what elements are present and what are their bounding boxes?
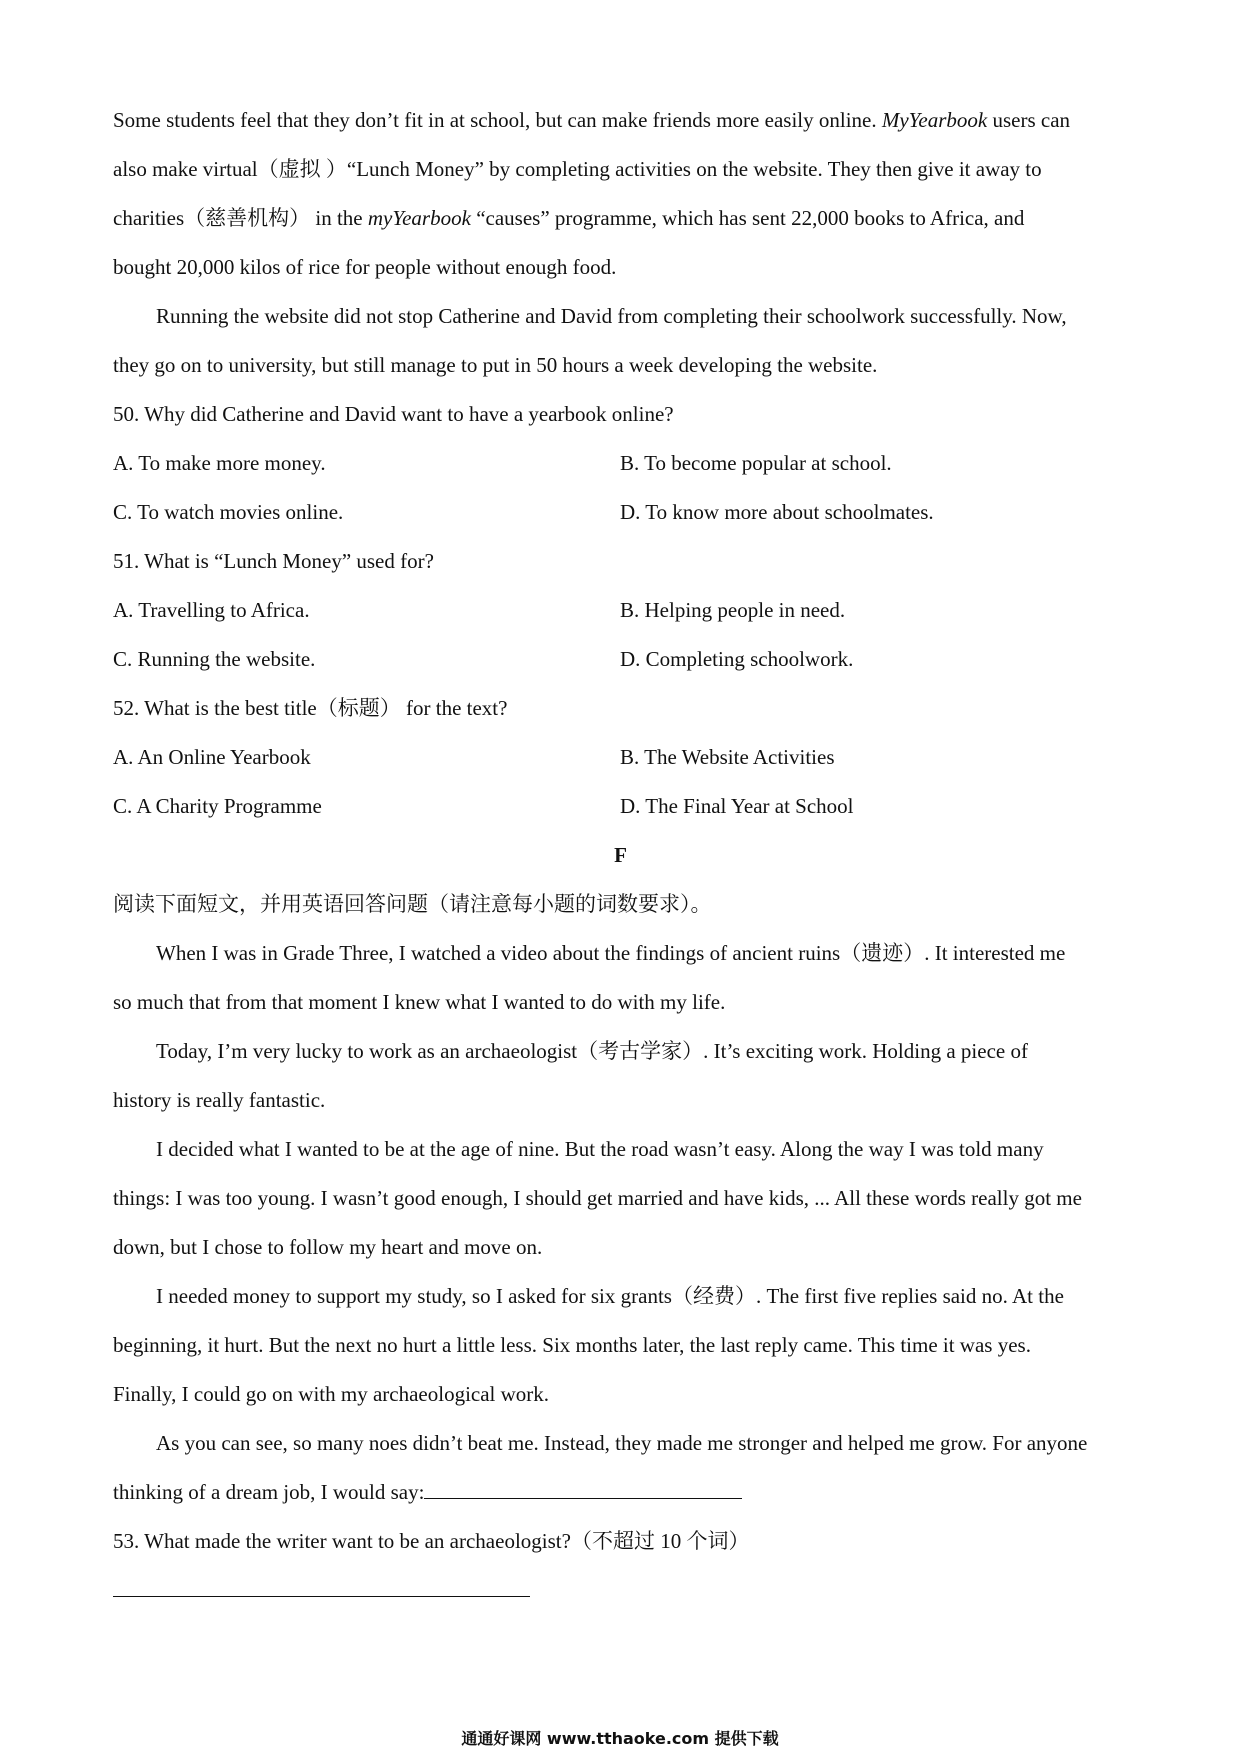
passage-line: thinking of a dream job, I would say: <box>113 1468 1128 1517</box>
option-c: C. To watch movies online. <box>113 500 344 524</box>
options-row <box>113 488 1128 537</box>
passage-line: Today, I’m very lucky to work as an archaeologist（考古学家）. It’s exciting work. Holding a piece of <box>156 1039 1028 1063</box>
passage-line: I decided what I wanted to be at the age of nine. But the road wasn’t easy. Along the way I was told many <box>156 1137 1044 1161</box>
passage-line: so much that from that moment I knew what I wanted to do with my life. <box>113 990 726 1014</box>
fill-in-blank[interactable] <box>424 1480 742 1499</box>
option-c: C. A Charity Programme <box>113 794 322 818</box>
passage-line: Finally, I could go on with my archaeological work. <box>113 1382 550 1406</box>
passage-line: I needed money to support my study, so I asked for six grants（经费）. The first five replies said no. At the <box>156 1284 1064 1308</box>
passage-line: beginning, it hurt. But the next no hurt a little less. Six months later, the last reply came. This time it was yes. <box>113 1333 1031 1357</box>
brand-name: MyYearbook <box>881 108 988 132</box>
options-row <box>113 635 1128 684</box>
passage-line: history is really fantastic. <box>113 1088 326 1112</box>
option-d: D. To know more about schoolmates. <box>620 500 934 524</box>
passage-line: As you can see, so many noes didn’t beat me. Instead, they made me stronger and helped me grow. For anyone <box>156 1431 1088 1455</box>
question-stem: 50. Why did Catherine and David want to have a yearbook online? <box>113 402 674 426</box>
options-row <box>113 782 1128 831</box>
option-a: A. Travelling to Africa. <box>113 598 310 622</box>
options-row <box>113 733 1128 782</box>
option-a: A. An Online Yearbook <box>113 745 311 769</box>
option-c: C. Running the website. <box>113 647 316 671</box>
passage-line: they go on to university, but still manage to put in 50 hours a week developing the website. <box>113 353 878 377</box>
answer-line[interactable] <box>113 1596 530 1597</box>
options-row <box>113 586 1128 635</box>
question-stem: 52. What is the best title（标题） for the text? <box>113 696 508 720</box>
option-d: D. The Final Year at School <box>620 794 854 818</box>
question-stem: 53. What made the writer want to be an archaeologist?（不超过 10 个词） <box>113 1529 750 1553</box>
page-footer: 通通好课网 www.tthaoke.com 提供下载 <box>461 1729 779 1748</box>
document-page <box>113 96 1128 1566</box>
option-b: B. The Website Activities <box>620 745 835 769</box>
brand-name: myYearbook <box>367 206 471 230</box>
option-a: A. To make more money. <box>113 451 326 475</box>
option-b: B. To become popular at school. <box>620 451 892 475</box>
passage-line: Running the website did not stop Catherine and David from completing their schoolwork successfully. Now, <box>156 304 1067 328</box>
passage-line: bought 20,000 kilos of rice for people without enough food. <box>113 255 617 279</box>
passage-line: down, but I chose to follow my heart and move on. <box>113 1235 543 1259</box>
options-row <box>113 439 1128 488</box>
passage-line: also make virtual（虚拟 ）“Lunch Money” by completing activities on the website. They then give it away to <box>113 157 1042 181</box>
section-instruction: 阅读下面短文，并用英语回答问题（请注意每小题的词数要求）。 <box>113 892 712 916</box>
passage-line: charities（慈善机构） in the myYearbook “causes” programme, which has sent 22,000 books to Africa, and <box>113 206 1025 230</box>
option-d: D. Completing schoolwork. <box>620 647 854 671</box>
question-stem: 51. What is “Lunch Money” used for? <box>113 549 434 573</box>
passage-line: When I was in Grade Three, I watched a video about the findings of ancient ruins（遗迹）. It interested me <box>156 941 1066 965</box>
section-heading: F <box>614 843 627 867</box>
option-b: B. Helping people in need. <box>620 598 846 622</box>
passage-line: Some students feel that they don’t fit in at school, but can make friends more easily online. MyYearbook users can <box>113 108 1071 132</box>
passage-line: things: I was too young. I wasn’t good enough, I should get married and have kids, ... All these words really got me <box>113 1186 1082 1210</box>
